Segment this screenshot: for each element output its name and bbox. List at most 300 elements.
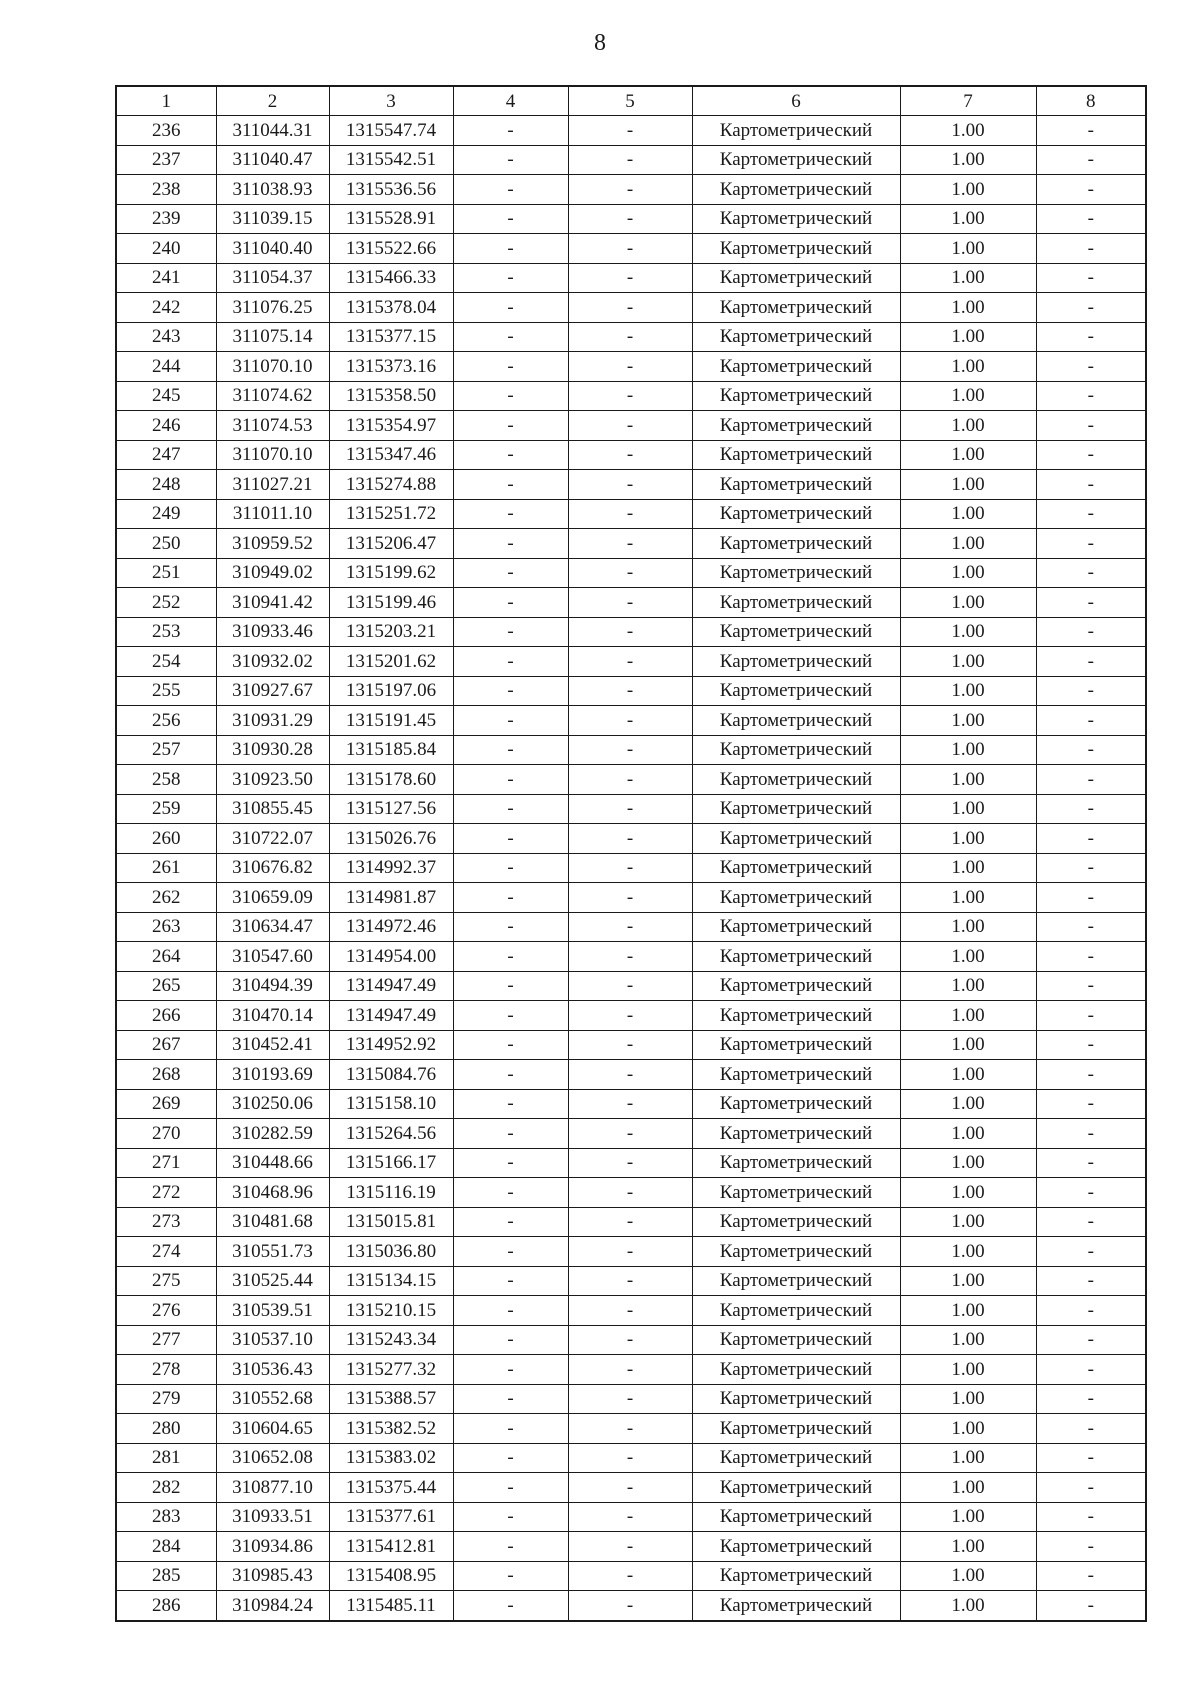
table-cell: 1.00: [900, 204, 1036, 234]
table-cell: 1.00: [900, 1473, 1036, 1503]
table-cell: -: [1036, 1414, 1146, 1444]
table-cell: -: [453, 1414, 568, 1444]
table-cell: Картометрический: [692, 529, 900, 559]
table-cell: 259: [116, 794, 216, 824]
table-row: [116, 263, 1146, 293]
table-cell: -: [1036, 175, 1146, 205]
table-cell: Картометрический: [692, 381, 900, 411]
table-cell: Картометрический: [692, 1325, 900, 1355]
table-cell: -: [568, 794, 692, 824]
table-cell: Картометрический: [692, 588, 900, 618]
table-cell: 1315201.62: [329, 647, 453, 677]
table-cell: Картометрический: [692, 1030, 900, 1060]
table-cell: 1315542.51: [329, 145, 453, 175]
table-cell: 1.00: [900, 794, 1036, 824]
table-cell: 310470.14: [216, 1001, 329, 1031]
table-header-row: [116, 86, 1146, 116]
table-cell: -: [568, 942, 692, 972]
table-cell: -: [1036, 381, 1146, 411]
column-header: 7: [900, 86, 1036, 116]
table-cell: -: [453, 1384, 568, 1414]
table-cell: -: [453, 411, 568, 441]
table-cell: -: [568, 1089, 692, 1119]
table-cell: -: [453, 1325, 568, 1355]
table-cell: -: [453, 1266, 568, 1296]
table-cell: 1314992.37: [329, 853, 453, 883]
table-body: [116, 116, 1146, 1621]
table-cell: 310855.45: [216, 794, 329, 824]
table-row: [116, 1591, 1146, 1621]
table-cell: 310941.42: [216, 588, 329, 618]
table-cell: Картометрический: [692, 1473, 900, 1503]
table-cell: 310604.65: [216, 1414, 329, 1444]
table-cell: -: [1036, 1473, 1146, 1503]
table-cell: 310282.59: [216, 1119, 329, 1149]
table-cell: 1314954.00: [329, 942, 453, 972]
table-cell: 1315277.32: [329, 1355, 453, 1385]
table-cell: 273: [116, 1207, 216, 1237]
table-cell: 241: [116, 263, 216, 293]
table-cell: -: [1036, 1266, 1146, 1296]
table-row: [116, 617, 1146, 647]
table-cell: -: [453, 1502, 568, 1532]
table-cell: 239: [116, 204, 216, 234]
table-cell: -: [568, 381, 692, 411]
table-cell: 283: [116, 1502, 216, 1532]
table-row: [116, 234, 1146, 264]
table-row: [116, 1561, 1146, 1591]
table-row: [116, 116, 1146, 146]
table-cell: 1.00: [900, 617, 1036, 647]
table-cell: 1.00: [900, 647, 1036, 677]
table-cell: 1.00: [900, 1591, 1036, 1621]
column-header: 4: [453, 86, 568, 116]
table-cell: Картометрический: [692, 853, 900, 883]
table-cell: 261: [116, 853, 216, 883]
table-cell: -: [453, 942, 568, 972]
table-cell: Картометрический: [692, 1001, 900, 1031]
table-cell: -: [1036, 1178, 1146, 1208]
table-cell: 265: [116, 971, 216, 1001]
table-cell: -: [453, 381, 568, 411]
table-row: [116, 824, 1146, 854]
table-cell: 310552.68: [216, 1384, 329, 1414]
table-cell: 1.00: [900, 1001, 1036, 1031]
table-row: [116, 175, 1146, 205]
table-cell: -: [453, 647, 568, 677]
table-cell: -: [1036, 735, 1146, 765]
table-cell: 1.00: [900, 558, 1036, 588]
table-row: [116, 204, 1146, 234]
table-cell: 1315199.46: [329, 588, 453, 618]
table-cell: 311054.37: [216, 263, 329, 293]
table-cell: 310494.39: [216, 971, 329, 1001]
table-cell: 1315243.34: [329, 1325, 453, 1355]
table-cell: 282: [116, 1473, 216, 1503]
table-cell: -: [453, 352, 568, 382]
table-cell: 1315373.16: [329, 352, 453, 382]
table-row: [116, 1237, 1146, 1267]
table-cell: -: [453, 558, 568, 588]
table-cell: -: [1036, 1502, 1146, 1532]
column-header: 3: [329, 86, 453, 116]
table-cell: -: [453, 1030, 568, 1060]
table-cell: -: [568, 883, 692, 913]
table-cell: -: [1036, 145, 1146, 175]
table-cell: -: [568, 440, 692, 470]
table-cell: -: [1036, 440, 1146, 470]
table-cell: 311011.10: [216, 499, 329, 529]
table-row: [116, 1178, 1146, 1208]
table-cell: 311070.10: [216, 440, 329, 470]
table-cell: 262: [116, 883, 216, 913]
table-cell: -: [453, 1060, 568, 1090]
table-cell: 310959.52: [216, 529, 329, 559]
table-cell: 1315536.56: [329, 175, 453, 205]
table-cell: Картометрический: [692, 411, 900, 441]
table-row: [116, 971, 1146, 1001]
table-row: [116, 912, 1146, 942]
table-cell: -: [453, 145, 568, 175]
table-cell: 1.00: [900, 1561, 1036, 1591]
table-cell: Картометрический: [692, 1502, 900, 1532]
table-cell: 310877.10: [216, 1473, 329, 1503]
table-cell: 1.00: [900, 1266, 1036, 1296]
table-cell: Картометрический: [692, 765, 900, 795]
table-cell: -: [453, 234, 568, 264]
table-cell: 310634.47: [216, 912, 329, 942]
table-cell: -: [1036, 529, 1146, 559]
table-cell: 311075.14: [216, 322, 329, 352]
table-cell: -: [568, 971, 692, 1001]
table-cell: 264: [116, 942, 216, 972]
table-cell: -: [1036, 706, 1146, 736]
table-row: [116, 1414, 1146, 1444]
table-cell: -: [453, 263, 568, 293]
table-cell: 250: [116, 529, 216, 559]
table-cell: 1.00: [900, 1414, 1036, 1444]
table-cell: 1.00: [900, 971, 1036, 1001]
table-cell: -: [1036, 1384, 1146, 1414]
table-cell: 244: [116, 352, 216, 382]
table-cell: -: [568, 588, 692, 618]
table-cell: -: [1036, 912, 1146, 942]
table-cell: 310923.50: [216, 765, 329, 795]
table-cell: -: [1036, 116, 1146, 146]
table-cell: -: [568, 175, 692, 205]
table-cell: 276: [116, 1296, 216, 1326]
table-cell: 263: [116, 912, 216, 942]
table-cell: 310930.28: [216, 735, 329, 765]
table-cell: 242: [116, 293, 216, 323]
table-cell: 258: [116, 765, 216, 795]
table-cell: Картометрический: [692, 1591, 900, 1621]
table-cell: -: [568, 470, 692, 500]
table-cell: 267: [116, 1030, 216, 1060]
table-cell: 1315210.15: [329, 1296, 453, 1326]
table-row: [116, 145, 1146, 175]
table-cell: -: [453, 1207, 568, 1237]
table-cell: 1315116.19: [329, 1178, 453, 1208]
table-cell: -: [1036, 1443, 1146, 1473]
table-cell: 1315466.33: [329, 263, 453, 293]
table-cell: -: [1036, 853, 1146, 883]
table-cell: 311074.62: [216, 381, 329, 411]
table-cell: -: [453, 676, 568, 706]
table-header: [116, 86, 1146, 116]
table-cell: 310984.24: [216, 1591, 329, 1621]
table-cell: 1.00: [900, 1030, 1036, 1060]
table-cell: 245: [116, 381, 216, 411]
table-cell: Картометрический: [692, 1355, 900, 1385]
table-cell: 1315036.80: [329, 1237, 453, 1267]
table-row: [116, 1060, 1146, 1090]
table-cell: -: [1036, 647, 1146, 677]
table-cell: 1315191.45: [329, 706, 453, 736]
table-cell: 1.00: [900, 765, 1036, 795]
table-cell: 1.00: [900, 735, 1036, 765]
table-cell: 310452.41: [216, 1030, 329, 1060]
table-cell: 246: [116, 411, 216, 441]
table-cell: Картометрический: [692, 204, 900, 234]
table-cell: 248: [116, 470, 216, 500]
table-cell: 237: [116, 145, 216, 175]
table-cell: 1.00: [900, 322, 1036, 352]
table-cell: 1.00: [900, 883, 1036, 913]
table-cell: Картометрический: [692, 1414, 900, 1444]
table-cell: Картометрический: [692, 1089, 900, 1119]
table-cell: -: [568, 617, 692, 647]
table-cell: Картометрический: [692, 735, 900, 765]
table-cell: 1315347.46: [329, 440, 453, 470]
table-cell: Картометрический: [692, 617, 900, 647]
table-cell: 311039.15: [216, 204, 329, 234]
table-cell: 1315528.91: [329, 204, 453, 234]
table-cell: 275: [116, 1266, 216, 1296]
table-cell: -: [453, 735, 568, 765]
table-cell: 252: [116, 588, 216, 618]
table-cell: -: [568, 1060, 692, 1090]
table-row: [116, 588, 1146, 618]
table-cell: -: [1036, 1060, 1146, 1090]
table-cell: 310536.43: [216, 1355, 329, 1385]
table-cell: 274: [116, 1237, 216, 1267]
table-cell: Картометрический: [692, 293, 900, 323]
table-cell: 268: [116, 1060, 216, 1090]
table-cell: 1315485.11: [329, 1591, 453, 1621]
table-cell: 286: [116, 1591, 216, 1621]
table-cell: 1.00: [900, 470, 1036, 500]
table-cell: 311074.53: [216, 411, 329, 441]
table-cell: Картометрический: [692, 116, 900, 146]
column-header: 2: [216, 86, 329, 116]
table-cell: -: [453, 1001, 568, 1031]
table-cell: 310933.51: [216, 1502, 329, 1532]
table-cell: 310481.68: [216, 1207, 329, 1237]
table-cell: 279: [116, 1384, 216, 1414]
table-row: [116, 676, 1146, 706]
table-cell: -: [453, 322, 568, 352]
table-cell: 310537.10: [216, 1325, 329, 1355]
table-cell: 281: [116, 1443, 216, 1473]
table-cell: -: [568, 293, 692, 323]
table-row: [116, 1089, 1146, 1119]
table-cell: -: [1036, 293, 1146, 323]
table-cell: 1315378.04: [329, 293, 453, 323]
table-cell: -: [453, 824, 568, 854]
table-cell: -: [1036, 1119, 1146, 1149]
table-cell: -: [453, 1237, 568, 1267]
table-cell: 1.00: [900, 824, 1036, 854]
table-cell: 1.00: [900, 1060, 1036, 1090]
table-cell: 1.00: [900, 1532, 1036, 1562]
table-cell: -: [1036, 1591, 1146, 1621]
table-cell: -: [1036, 676, 1146, 706]
table-cell: 285: [116, 1561, 216, 1591]
table-cell: 311027.21: [216, 470, 329, 500]
table-cell: -: [453, 617, 568, 647]
table-cell: -: [1036, 558, 1146, 588]
column-header: 5: [568, 86, 692, 116]
table-cell: -: [1036, 1089, 1146, 1119]
table-cell: 1.00: [900, 1325, 1036, 1355]
table-cell: 260: [116, 824, 216, 854]
table-cell: 272: [116, 1178, 216, 1208]
table-cell: 1315134.15: [329, 1266, 453, 1296]
table-cell: -: [568, 1001, 692, 1031]
table-cell: -: [1036, 1148, 1146, 1178]
table-cell: -: [568, 706, 692, 736]
table-row: [116, 499, 1146, 529]
table-cell: 310722.07: [216, 824, 329, 854]
table-cell: -: [1036, 794, 1146, 824]
table-cell: 1314947.49: [329, 971, 453, 1001]
table-cell: 1315264.56: [329, 1119, 453, 1149]
table-cell: 1.00: [900, 263, 1036, 293]
table-cell: 310933.46: [216, 617, 329, 647]
table-cell: -: [568, 1266, 692, 1296]
table-cell: Картометрический: [692, 883, 900, 913]
table-cell: -: [453, 529, 568, 559]
table-cell: 1.00: [900, 234, 1036, 264]
table-cell: 1315377.61: [329, 1502, 453, 1532]
table-cell: 310539.51: [216, 1296, 329, 1326]
table-cell: -: [568, 234, 692, 264]
table-row: [116, 352, 1146, 382]
table-row: [116, 942, 1146, 972]
table-cell: -: [568, 853, 692, 883]
table-cell: 310934.86: [216, 1532, 329, 1562]
table-cell: -: [568, 1561, 692, 1591]
table-cell: 257: [116, 735, 216, 765]
table-row: [116, 558, 1146, 588]
table-cell: 1.00: [900, 1296, 1036, 1326]
table-cell: 1315547.74: [329, 116, 453, 146]
table-cell: -: [1036, 263, 1146, 293]
table-cell: -: [568, 676, 692, 706]
table-cell: 1.00: [900, 440, 1036, 470]
table-row: [116, 883, 1146, 913]
table-cell: -: [568, 204, 692, 234]
table-cell: 255: [116, 676, 216, 706]
table-cell: -: [1036, 1030, 1146, 1060]
table-cell: Картометрический: [692, 824, 900, 854]
table-cell: -: [1036, 588, 1146, 618]
table-cell: 1315158.10: [329, 1089, 453, 1119]
table-cell: 1314972.46: [329, 912, 453, 942]
table-cell: 1.00: [900, 706, 1036, 736]
table-cell: 310659.09: [216, 883, 329, 913]
table-cell: Картометрический: [692, 1237, 900, 1267]
table-cell: Картометрический: [692, 971, 900, 1001]
table-cell: 310525.44: [216, 1266, 329, 1296]
table-cell: -: [568, 1325, 692, 1355]
table-cell: Картометрический: [692, 706, 900, 736]
table-cell: -: [1036, 1561, 1146, 1591]
table-cell: 1314952.92: [329, 1030, 453, 1060]
table-cell: -: [568, 1178, 692, 1208]
table-cell: 310448.66: [216, 1148, 329, 1178]
table-cell: 240: [116, 234, 216, 264]
table-cell: Картометрический: [692, 1443, 900, 1473]
table-row: [116, 322, 1146, 352]
table-cell: -: [453, 175, 568, 205]
table-cell: 1.00: [900, 293, 1036, 323]
table-cell: -: [568, 824, 692, 854]
table-cell: -: [1036, 1325, 1146, 1355]
table-cell: -: [568, 322, 692, 352]
table-cell: 1315377.15: [329, 322, 453, 352]
table-cell: -: [568, 1030, 692, 1060]
table-row: [116, 1119, 1146, 1149]
table-cell: -: [453, 588, 568, 618]
table-cell: 1315354.97: [329, 411, 453, 441]
table-cell: 269: [116, 1089, 216, 1119]
table-cell: 278: [116, 1355, 216, 1385]
table-cell: -: [453, 499, 568, 529]
table-cell: -: [1036, 1001, 1146, 1031]
table-cell: -: [568, 1414, 692, 1444]
table-cell: Картометрический: [692, 352, 900, 382]
table-cell: -: [568, 352, 692, 382]
table-cell: 247: [116, 440, 216, 470]
table-cell: -: [453, 912, 568, 942]
table-cell: 1315251.72: [329, 499, 453, 529]
table-cell: 310547.60: [216, 942, 329, 972]
table-cell: -: [568, 1148, 692, 1178]
table-cell: 1314947.49: [329, 1001, 453, 1031]
table-cell: 310468.96: [216, 1178, 329, 1208]
table-cell: -: [1036, 1296, 1146, 1326]
table-cell: -: [1036, 352, 1146, 382]
table-cell: 310949.02: [216, 558, 329, 588]
table-cell: Картометрический: [692, 440, 900, 470]
table-cell: Картометрический: [692, 647, 900, 677]
table-cell: -: [453, 971, 568, 1001]
table-cell: -: [568, 558, 692, 588]
table-cell: -: [453, 1089, 568, 1119]
column-header: 1: [116, 86, 216, 116]
table-cell: 311040.40: [216, 234, 329, 264]
table-cell: 310193.69: [216, 1060, 329, 1090]
table-cell: -: [453, 853, 568, 883]
table-cell: -: [1036, 765, 1146, 795]
table-row: [116, 765, 1146, 795]
table-row: [116, 529, 1146, 559]
coordinates-table: [115, 85, 1147, 1622]
table-cell: -: [453, 1178, 568, 1208]
table-cell: -: [1036, 1207, 1146, 1237]
